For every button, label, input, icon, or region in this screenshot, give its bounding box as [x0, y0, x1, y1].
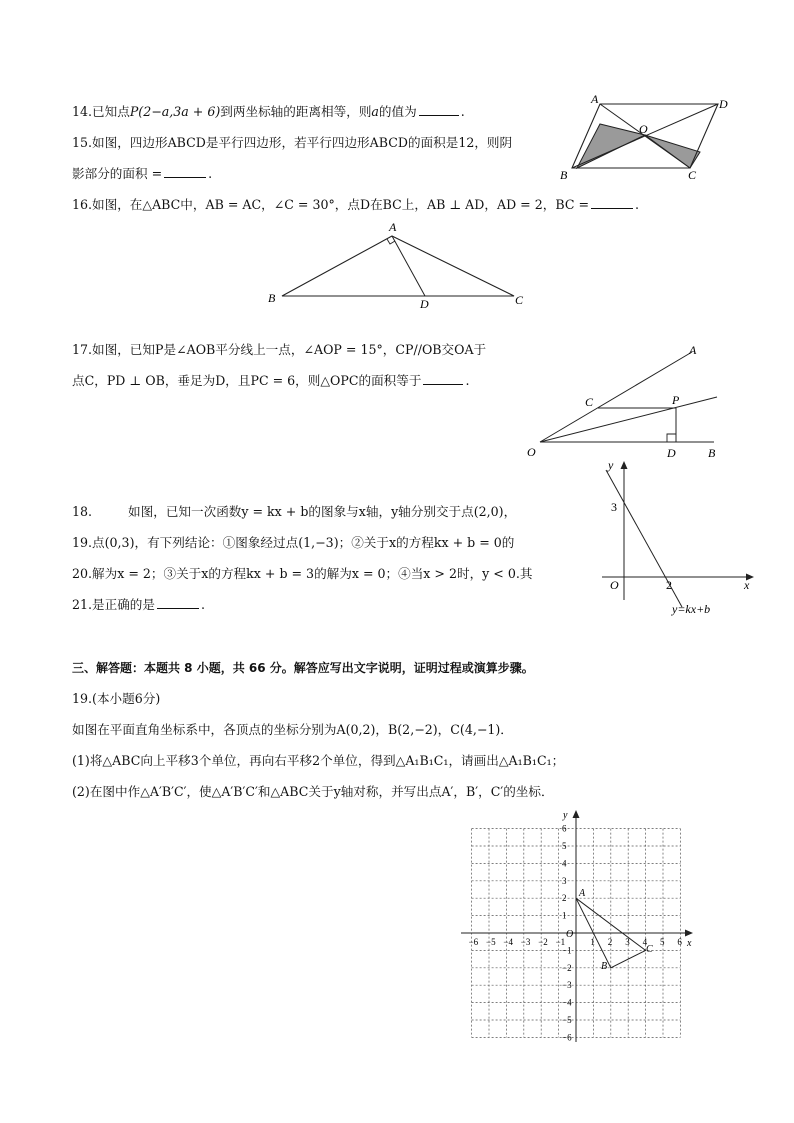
x-axis-arrow — [685, 930, 693, 937]
q14-var: a — [371, 104, 379, 119]
q17-line1: 17.如图，已知P是∠AOB平分线上一点，∠AOP = 15°，CP//OB交OA于 — [72, 342, 487, 357]
y-tick-label: 1 — [562, 910, 567, 921]
label-x: x — [744, 578, 750, 592]
q18-end: . — [201, 597, 206, 612]
label-a: A — [389, 220, 397, 234]
label-d: D — [667, 446, 676, 460]
y-tick-label: 5 — [562, 841, 567, 851]
q16-end: . — [635, 197, 640, 212]
label-o: O — [527, 445, 536, 459]
q17-answer-blank[interactable] — [423, 372, 463, 385]
label-function: y=kx+b — [672, 602, 711, 616]
x-tick-label: −6 — [468, 937, 479, 947]
y-tick-label: −6 — [562, 1032, 572, 1043]
label-d: D — [719, 97, 728, 111]
q18-number: 18. — [72, 504, 93, 519]
label-a: A — [591, 92, 599, 106]
right-angle-mark — [667, 434, 676, 442]
label-c: C — [585, 395, 594, 409]
q14-end: . — [460, 104, 465, 119]
x-tick-label: −4 — [503, 937, 513, 947]
label-o: O — [610, 578, 619, 592]
x-tick-label: 6 — [677, 937, 682, 947]
segment-ad — [392, 236, 425, 296]
y-axis-arrow — [573, 810, 580, 818]
q16-answer-blank[interactable] — [591, 196, 633, 209]
q15-line2-text: 影部分的面积 = — [72, 166, 163, 181]
q15-answer-blank[interactable] — [164, 165, 206, 178]
q18-line2: 19.点(0,3)，有下列结论：①图象经过点(1,−3)；②关于x的方程kx + b = 0的 — [72, 535, 515, 550]
q19-head: 19.(本小题6分) — [72, 691, 161, 706]
q14-point-expr: P(2−a,3a + 6) — [129, 104, 221, 119]
q18-line3: 20.解为x = 2；③关于x的方程kx + b = 3的解为x = 0；④当x > 2时，y < 0.其 — [72, 566, 533, 581]
y-tick-label: −4 — [562, 997, 572, 1008]
x-tick-label: 2 — [607, 937, 613, 947]
q18-line4-text: 21.是正确的是 — [72, 597, 155, 612]
label-p: P — [672, 393, 680, 407]
figure-16-triangle — [262, 218, 532, 310]
ray-op — [540, 397, 717, 442]
label-o: O — [639, 122, 648, 136]
label-b: B — [268, 291, 276, 305]
figure-19-coordinate-grid — [455, 806, 705, 1046]
q15-line2 — [72, 165, 212, 183]
y-tick-label: −1 — [562, 945, 572, 956]
x-tick-label: 3 — [625, 937, 630, 947]
q19-line2: (1)将△ABC向上平移3个单位，再向右平移2个单位，得到△A₁B₁C₁，请画出△A₁B₁C₁； — [72, 753, 565, 768]
label-a: A — [689, 343, 697, 357]
label-3: 3 — [611, 500, 617, 514]
q18-line4 — [72, 596, 205, 614]
y-tick-label: 3 — [562, 875, 567, 886]
figure-15-parallelogram — [555, 92, 735, 188]
q19-line1: 如图在平面直角坐标系中，各顶点的坐标分别为A(0,2)，B(2,−2)，C(4,−1)． — [72, 722, 513, 737]
q18-answer-blank[interactable] — [157, 596, 199, 609]
q14-answer-blank[interactable] — [419, 103, 459, 116]
x-tick-label: −5 — [486, 937, 496, 947]
q15-end: . — [208, 166, 213, 181]
q17-end: . — [465, 373, 470, 388]
label-b: B — [708, 446, 716, 460]
label-b: B — [601, 961, 608, 972]
q14-mid: 到两坐标轴的距离相等，则 — [220, 104, 372, 119]
q14-post: 的值为 — [378, 104, 417, 119]
y-tick-label: 2 — [562, 893, 567, 904]
q18-line1-text: 如图，已知一次函数y = kx + b的图象与x轴，y轴分别交于点(2,0)， — [128, 504, 517, 519]
x-tick-label: 5 — [660, 937, 665, 947]
x-tick-label: −1 — [555, 937, 566, 947]
label-origin: O — [566, 929, 574, 940]
label-y: y — [563, 810, 568, 821]
q19-line3: (2)在图中作△A′B′C′，使△A′B′C′和△ABC关于y轴对称，并写出点A′，B′，C′的坐标． — [72, 784, 554, 799]
q17-line2 — [72, 372, 469, 390]
triangle-abc — [282, 236, 514, 296]
q15-line1: 15.如图，四边形ABCD是平行四边形，若平行四边形ABCD的面积是12，则阴 — [72, 135, 513, 150]
label-2: 2 — [666, 578, 672, 592]
label-c: C — [515, 293, 524, 307]
x-tick-label: 4 — [642, 937, 648, 947]
label-a: A — [579, 888, 586, 899]
q16-text: 16.如图，在△ABC中，AB = AC，∠C = 30°，点D在BC上，AB ⊥ AD，AD = 2，BC = — [72, 197, 590, 212]
q18-line1 — [72, 503, 516, 521]
q14-prefix: 14.已知点 — [72, 104, 130, 119]
ray-oa — [540, 352, 692, 442]
label-b: B — [560, 168, 568, 182]
label-d: D — [420, 297, 429, 310]
y-tick-label: −2 — [562, 962, 572, 973]
label-c: C — [688, 168, 697, 182]
label-c: C — [646, 944, 653, 955]
x-tick-label: −3 — [520, 937, 531, 947]
x-tick-label: −2 — [538, 937, 548, 947]
q14-line — [72, 103, 465, 121]
label-x: x — [687, 938, 692, 949]
figure-18-linear-graph — [598, 455, 758, 620]
y-axis-arrow — [621, 461, 628, 469]
figure-17-angle — [522, 340, 732, 462]
y-tick-label: −5 — [562, 1015, 572, 1025]
q17-line2-text: 点C，PD ⊥ OB，垂足为D，且PC = 6，则△OPC的面积等于 — [72, 373, 422, 388]
label-y: y — [608, 458, 614, 472]
section-3-heading: 三、解答题：本题共 8 小题，共 66 分。解答应写出文字说明，证明过程或演算步骤。 — [72, 661, 534, 675]
y-tick-label: −3 — [562, 980, 572, 991]
x-tick-label: 1 — [590, 937, 595, 947]
y-tick-label: 6 — [562, 823, 567, 834]
q16-line — [72, 196, 639, 214]
y-tick-label: 4 — [562, 858, 567, 869]
